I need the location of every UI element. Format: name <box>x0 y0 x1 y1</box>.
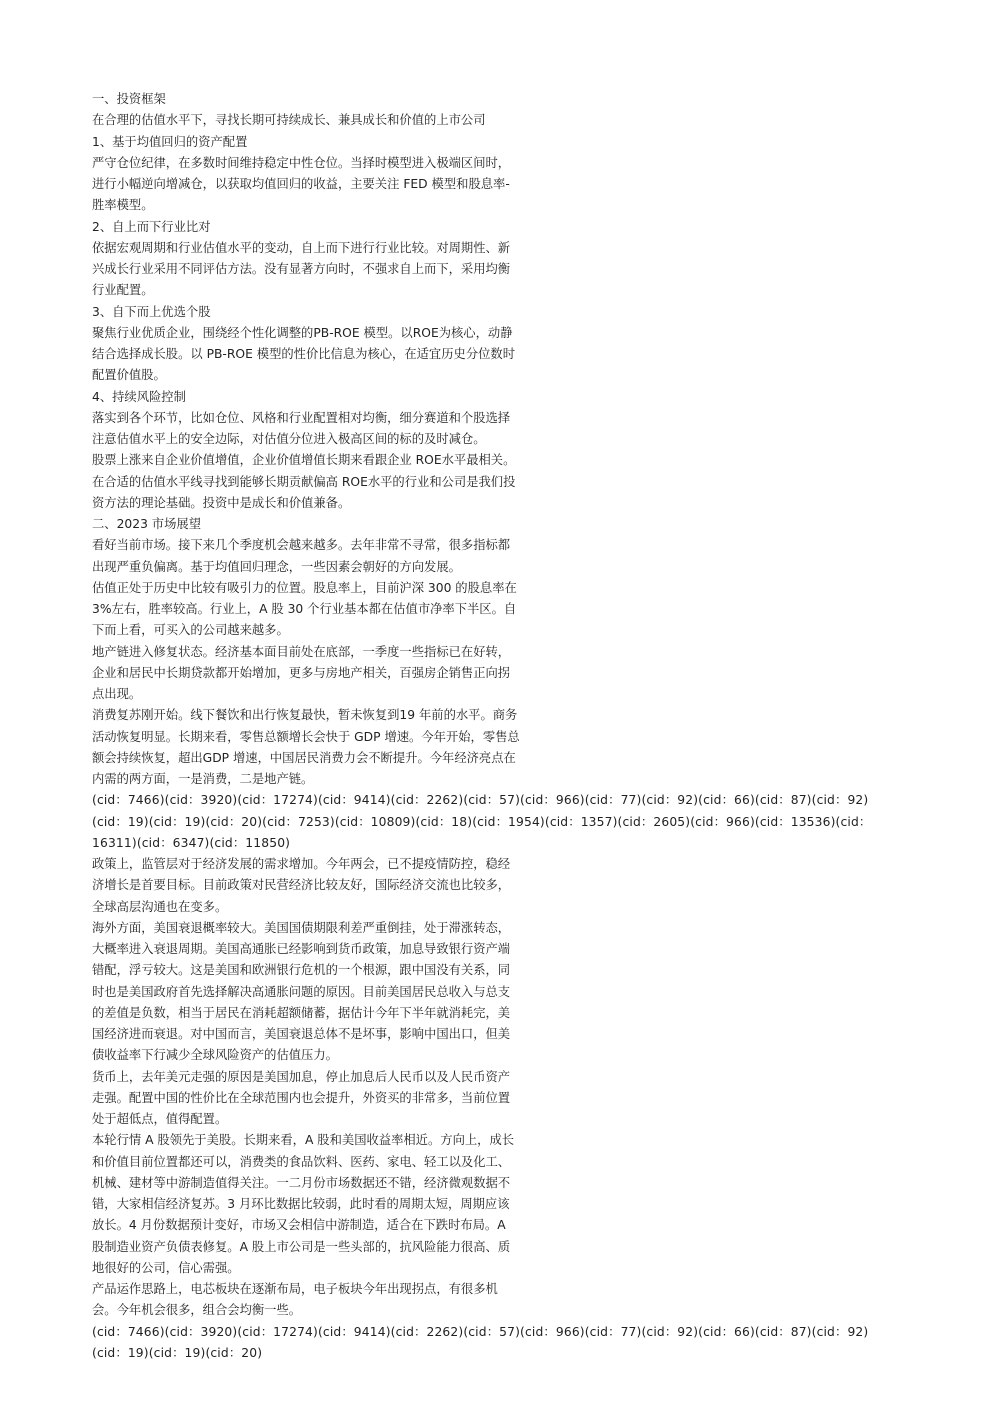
text-line: 行业配置。 <box>92 283 154 298</box>
text-line: (cid：7466)(cid：3920)(cid：17274)(cid：9414)(cid：2262)(cid：57)(cid：966)(cid：77)(cid：92)(cid：66)(cid：87)(cid：92) <box>92 793 869 808</box>
text-line: 产品运作思路上，电芯板块在逐渐布局，电子板块今年出现拐点，有很多机 <box>92 1282 498 1296</box>
text-line: 看好当前市场。接下来几个季度机会越来越多。去年非常不寻常，很多指标都 <box>92 538 511 553</box>
text-line: 放长。4 月份数据预计变好，市场又会相信中游制造，适合在下跌时布局。A <box>92 1218 506 1233</box>
text-line: 点出现。 <box>92 687 142 701</box>
text-line: 企业和居民中长期贷款都开始增加，更多与房地产相关，百强房企销售正向拐 <box>92 665 511 680</box>
text-line: 在合理的估值水平下，寻找长期可持续成长、兼具成长和价值的上市公司 <box>92 113 486 128</box>
text-line: 错配，浮亏较大。这是美国和欧洲银行危机的一个根源，跟中国没有关系，同 <box>92 963 511 978</box>
text-line: 本轮行情 A 股领先于美股。长期来看，A 股和美国收益率相近。方向上，成长 <box>92 1133 515 1148</box>
text-line: 3、自下而上优选个股 <box>92 304 211 319</box>
text-line: 配置价值股。 <box>92 368 166 383</box>
text-line: 出现严重负偏离。基于均值回归理念，一些因素会朝好的方向发展。 <box>92 559 461 574</box>
text-line: 活动恢复明显。长期来看，零售总额增长会快于 GDP 增速。今年开始，零售总 <box>92 729 520 744</box>
text-line: 在合适的估值水平线寻找到能够长期贡献偏高 ROE水平的行业和公司是我们投 <box>92 474 516 489</box>
text-line: 股制造业资产负债表修复。A 股上市公司是一些头部的，抗风险能力很高、质 <box>92 1239 511 1254</box>
text-line: 机械、建材等中游制造值得关注。一二月份市场数据还不错，经济微观数据不 <box>92 1175 511 1190</box>
text-line: 资方法的理论基础。投资中是成长和价值兼备。 <box>92 495 351 510</box>
text-line: 的差值是负数，相当于居民在消耗超额储蓄，据估计今年下半年就消耗完，美 <box>92 1005 511 1020</box>
text-line: 济增长是首要目标。目前政策对民营经济比较友好，国际经济交流也比较多， <box>92 878 511 893</box>
text-line: 下而上看，可买入的公司越来越多。 <box>92 623 289 638</box>
text-line: 内需的两方面，一是消费，二是地产链。 <box>92 772 314 786</box>
text-line: (cid：19)(cid：19)(cid：20)(cid：7253)(cid：10809)(cid：18)(cid：1954)(cid：1357)(cid：2605)(cid：966)(cid：13536)(cid： <box>92 814 872 829</box>
text-line: 二、2023 市场展望 <box>92 517 201 531</box>
text-line: 估值正处于历史中比较有吸引力的位置。股息率上，目前沪深 300 的股息率在 <box>92 580 517 595</box>
text-line: 大概率进入衰退周期。美国高通胀已经影响到货币政策，加息导致银行资产端 <box>92 942 511 956</box>
text-line: 政策上，监管层对于经济发展的需求增加。今年两会，已不提疫情防控，稳经 <box>92 857 511 871</box>
text-line: 16311)(cid：6347)(cid：11850) <box>92 835 291 850</box>
text-line: (cid：19)(cid：19)(cid：20) <box>92 1345 263 1360</box>
text-line: 海外方面，美国衰退概率较大。美国国债期限利差严重倒挂，处于滞涨转态， <box>92 920 511 935</box>
text-line: 股票上涨来自企业价值增值，企业价值增值长期来看跟企业 ROE水平最相关。 <box>92 453 516 468</box>
text-line: 严守仓位纪律，在多数时间维持稳定中性仓位。当择时模型进入极端区间时， <box>92 155 511 170</box>
text-line: 时也是美国政府首先选择解决高通胀问题的原因。目前美国居民总收入与总支 <box>92 984 511 999</box>
text-line: 和价值目前位置都还可以，消费类的食品饮料、医药、家电、轻工以及化工、 <box>92 1154 511 1169</box>
text-line: 兴成长行业采用不同评估方法。没有显著方向时，不强求自上而下，采用均衡 <box>92 262 511 276</box>
text-line: 一、投资框架 <box>92 92 166 106</box>
text-line: 聚焦行业优质企业，围绕经个性化调整的PB-ROE 模型。以ROE为核心，动静 <box>92 325 513 340</box>
text-line: 2、自上而下行业比对 <box>92 219 211 234</box>
text-line: 债收益率下行减少全球风险资产的估值压力。 <box>92 1048 338 1063</box>
text-line: 落实到各个环节，比如仓位、风格和行业配置相对均衡，细分赛道和个股选择 <box>92 410 511 425</box>
text-line: 处于超低点，值得配置。 <box>92 1112 228 1126</box>
text-line: 会。今年机会很多，组合会均衡一些。 <box>92 1303 302 1318</box>
text-line: 货币上，去年美元走强的原因是美国加息，停止加息后人民币以及人民币资产 <box>92 1069 511 1084</box>
text-line: 4、持续风险控制 <box>92 389 186 404</box>
text-line: (cid：7466)(cid：3920)(cid：17274)(cid：9414)(cid：2262)(cid：57)(cid：966)(cid：77)(cid：92)(cid：66)(cid：87)(cid：92) <box>92 1324 869 1339</box>
text-line: 3%左右，胜率较高。行业上，A 股 30 个行业基本都在估值市净率下半区。自 <box>92 602 517 616</box>
text-line: 注意估值水平上的安全边际，对估值分位进入极高区间的标的及时减仓。 <box>92 432 486 446</box>
text-line: 胜率模型。 <box>92 198 154 213</box>
text-line: 消费复苏刚开始。线下餐饮和出行恢复最快，暂未恢复到19 年前的水平。商务 <box>92 708 518 723</box>
text-line: 进行小幅逆向增减仓，以获取均值回归的收益，主要关注 FED 模型和股息率- <box>92 177 510 191</box>
text-line: 错，大家相信经济复苏。3 月环比数据比较弱，此时看的周期太短，周期应该 <box>92 1197 510 1211</box>
text-line: 国经济进而衰退。对中国而言，美国衰退总体不是坏事，影响中国出口，但美 <box>92 1027 511 1041</box>
text-line: 1、基于均值回归的资产配置 <box>92 134 248 149</box>
text-line: 结合选择成长股。以 PB-ROE 模型的性价比信息为核心，在适宜历史分位数时 <box>92 347 516 361</box>
text-line: 依据宏观周期和行业估值水平的变动，自上而下进行行业比较。对周期性、新 <box>92 240 511 255</box>
text-line: 地产链进入修复状态。经济基本面目前处在底部，一季度一些指标已在好转， <box>92 644 511 659</box>
text-line: 全球高层沟通也在变多。 <box>92 899 228 914</box>
text-line: 地很好的公司，信心需强。 <box>92 1260 240 1275</box>
document-body <box>92 89 942 1364</box>
text-line: 额会持续恢复，超出GDP 增速，中国居民消费力会不断提升。今年经济亮点在 <box>92 750 516 765</box>
text-line: 走强。配置中国的性价比在全球范围内也会提升，外资买的非常多，当前位置 <box>92 1090 511 1105</box>
